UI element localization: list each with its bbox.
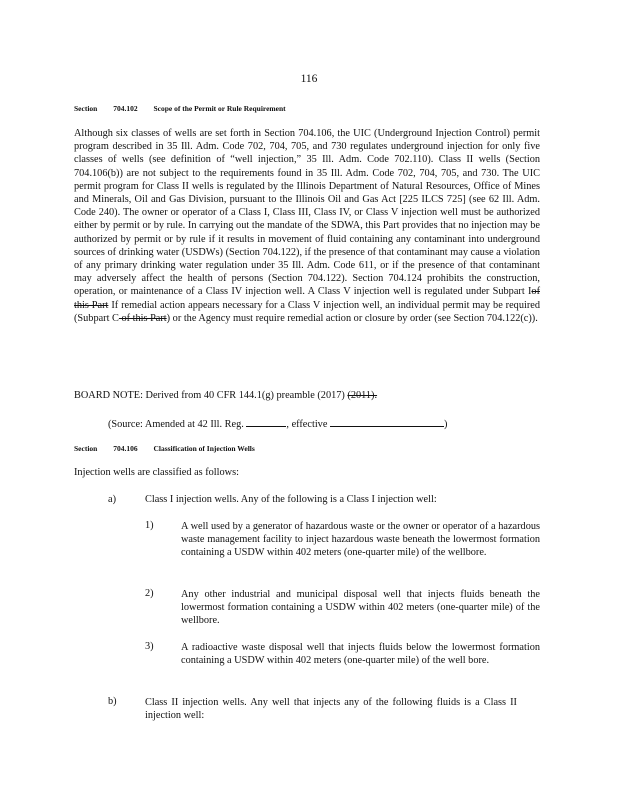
- section-title: Scope of the Permit or Rule Requirement: [153, 104, 286, 113]
- item-a3-text: A radioactive waste disposal well that injects fluids below the lowermost formation containing a USDW within 402 meters (one-quarter mile) of the well bore.: [181, 642, 540, 667]
- scope-paragraph: Although six classes of wells are set forth in Section 704.106, the UIC (Underground Injection Control) permit program described in 35 Ill. Adm. Code 702, 704, 705, and 730 regulates underground injection for only five classes of wells (see definition of “well injection,” 35 Ill. Adm. Code 702.110). Class II wells (Section 704.106(b)) are not subject to the requirements found in 35 Ill. Adm. Code 702, 704, 705, and 730. The UIC permit program for Class II wells is regulated by the Illinois Department of Natural Resources, Office of Mines and Minerals, Oil and Gas Division, pursuant to the Illinois Oil and Gas Act [225 ILCS 725] (see 62 Ill. Adm. Code 240). The owner or operator of a Class I, Class III, Class IV, or Class V injection well must be authorized either by permit or by rule. In carrying out the mandate of the SDWA, this Part provides that no injection may be authorized by permit or by rule if it results in movement of fluid containing any contaminant into underground sources of drinking water (USDWs) (Section 704.122), if the presence of that contaminant may cause a violation of any primary drinking water regulation under 35 Ill. Adm. Code 611, or if the presence of that contaminant may adversely affect the health of persons (Section 704.122). Section 704.124 prohibits the construction, operation, or maintenance of a Class IV injection well. A Class V injection well is regulated under Subpart Iof this Part If remedial action appears necessary for a Class V injection well, an individual permit may be required (Subpart C of this Part) or the Agency must require remedial action or closure by order (see Section 704.122(c)).: [74, 128, 540, 324]
- struck-text: of this Part: [74, 286, 540, 311]
- item-a2-text: Any other industrial and municipal disposal well that injects fluids beneath the lowermost formation containing a USDW within 402 meters (one-quarter mile) of the wellbore.: [181, 589, 540, 627]
- item-b-label: b): [108, 696, 117, 707]
- section-label: Section: [74, 444, 98, 453]
- struck-text: of this Part: [118, 312, 167, 324]
- item-a-label: a): [108, 494, 116, 505]
- section-number: 704.106: [113, 444, 138, 453]
- item-a1-text: A well used by a generator of hazardous waste or the owner or operator of a hazardous waste management facility to inject hazardous waste beneath the lowermost formation containing a USDW within 402 meters (one-quarter mile) of the wellbore.: [181, 521, 540, 559]
- item-a2-label: 2): [145, 588, 154, 599]
- blank-line: [246, 417, 286, 427]
- blank-line: [330, 417, 444, 427]
- source-note: (Source: Amended at 42 Ill. Reg. , effective ): [108, 419, 448, 430]
- page-number: 116: [300, 73, 318, 85]
- item-a-text: Class I injection wells. Any of the following is a Class I injection well:: [145, 494, 437, 505]
- section-heading-704-102: [74, 104, 300, 113]
- item-a3-label: 3): [145, 641, 154, 652]
- section-number: 704.102: [113, 104, 138, 113]
- item-a1-label: 1): [145, 520, 154, 531]
- section-label: Section: [74, 104, 98, 113]
- section-title: Classification of Injection Wells: [153, 444, 255, 453]
- item-b-text: Class II injection wells. Any well that injects any of the following fluids is a Class II injection well:: [145, 697, 517, 722]
- board-note: BOARD NOTE: Derived from 40 CFR 144.1(g) preamble (2017) (2011).: [74, 390, 378, 401]
- struck-text: (2011).: [347, 390, 378, 401]
- section-heading-704-106: [74, 444, 269, 453]
- classification-intro: Injection wells are classified as follows:: [74, 467, 239, 478]
